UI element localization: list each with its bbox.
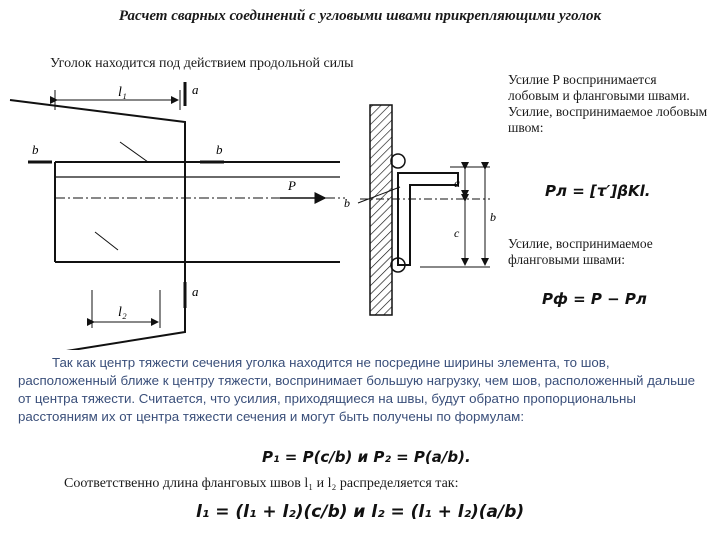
right-text-front-weld: Усилие P воспринимается лобовым и фланговыми швами. Усилие, воспринимаемое лобовым швом: [508,72,708,135]
label-l2: l₂ [118,305,127,320]
section-drawing [340,95,510,325]
label-a-bottom: a [192,284,199,299]
explanation-paragraph: Так как центр тяжести сечения уголка находится не посредине ширины элемента, то шов, расположенный ближе к центру тяжести, воспринимает большую нагрузку, чем шов, расположенный дальше от центра тяжести. Считается, что усилия, приходящиеся на швы, будут обратно пропорциональны расстояниям их от центра тяжести сечения и могут быть получены по формулам: [18,355,696,424]
weld-length-note: Соответственно длина фланговых швов l₁ и l₂ распределяется так: [64,476,459,491]
label-p: P [288,178,296,193]
gusset-plate-outline [10,100,185,350]
right-text-flank-welds: Усилие, воспринимаемое фланговыми швами: [508,236,653,267]
label-a-dim: a [454,176,460,190]
weld-top [391,154,405,168]
angle-section [398,173,458,265]
joint-drawing [0,70,350,350]
label-c-dim: c [454,226,460,240]
page-title: Расчет сварных соединений с угловыми швами прикрепляющими уголок [118,8,602,24]
subtitle: Уголок находится под действием продольной силы [50,56,354,71]
formula-flank-welds: Pф = P − Pл [542,290,647,308]
label-b-dim: b [490,210,496,224]
label-b-right: b [216,142,223,157]
formula-weld-lengths: l₁ = (l₁ + l₂)(c/b) и l₂ = (l₁ + l₂)(a/b) [196,502,525,522]
formula-front-weld: Pл = [τ′]βKl. [545,182,651,200]
label-b-left: b [32,142,39,157]
label-l1: l₁ [118,85,127,100]
formula-p1-p2: P₁ = P(c/b) и P₂ = P(a/b). [262,448,471,466]
label-a-top: a [192,82,199,97]
label-b-section: b [344,196,350,210]
